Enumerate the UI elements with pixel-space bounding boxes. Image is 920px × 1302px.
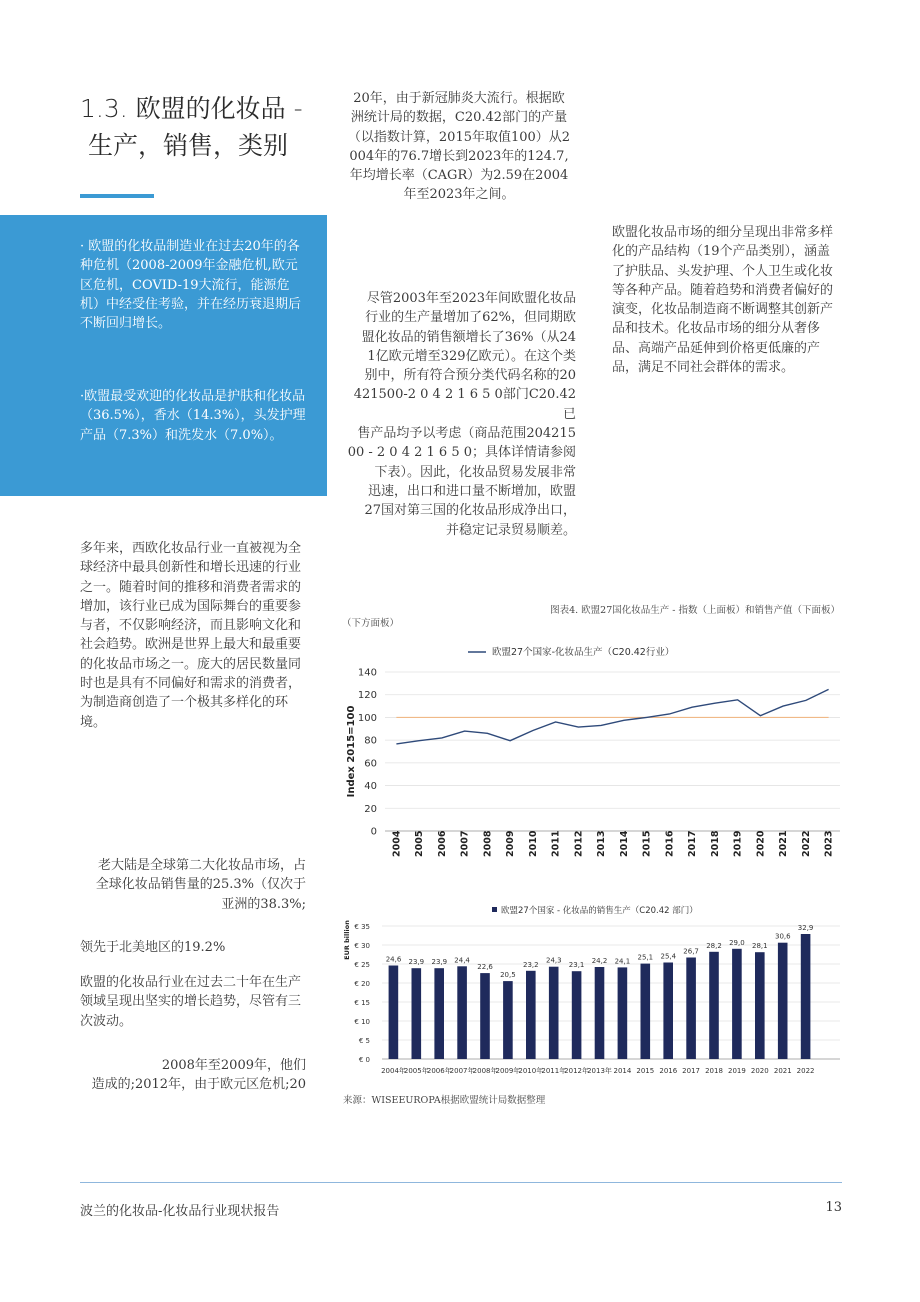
- middle-p2-line: 27国对第三国的化妆品形成净出口，: [364, 503, 576, 519]
- bar: [480, 973, 490, 1059]
- bar-value-label: 24,1: [614, 957, 631, 966]
- x-tick-label: 2020: [755, 830, 767, 857]
- x-tick-label: 2023: [823, 830, 835, 857]
- middle-p2-line: 下表）。因此，化妆品贸易发展非常: [374, 464, 576, 480]
- x-tick-label: 2016: [659, 1067, 678, 1075]
- highlight-point-1: · 欧盟的化妆品制造业在过去20年的各种危机（2008-2009年金融危机,欧元区危机，COVID-19大流行，能源危机）中经受住考验，并在经历衰退期后不断回归增长。: [80, 239, 302, 332]
- x-tick-label: 2018: [709, 830, 721, 857]
- figure-source: 来源：WISEEUROPA根据欧盟统计局数据整理: [343, 1095, 546, 1106]
- x-tick-label: 2008: [482, 830, 494, 857]
- y-tick-label: 0: [370, 826, 377, 838]
- x-tick-label: 2015: [636, 1067, 655, 1075]
- y-tick-label: 120: [357, 690, 377, 702]
- section-title-line2: 生产，销售，类别: [88, 131, 289, 160]
- bar: [434, 968, 444, 1059]
- x-tick-label: 2017: [682, 1067, 701, 1075]
- y-tick-label: € 35: [354, 923, 370, 931]
- x-tick-label: 2017: [687, 830, 699, 857]
- left-paragraph-5-line1: 2008年至2009年，他们: [161, 1058, 306, 1073]
- bar-value-label: 23,1: [568, 961, 585, 970]
- bar: [389, 966, 399, 1060]
- left-paragraph-5-line2: 造成的;2012年，由于欧元区危机;20: [91, 1077, 306, 1093]
- middle-p2-line: 尽管2003年至2023年间欧盟化妆品: [366, 291, 576, 306]
- middle-p2-line: 1亿欧元增至329亿欧元）。在这个类: [367, 348, 576, 364]
- bar: [618, 967, 628, 1059]
- middle-p2-line: 421500-2 0 4 2 1 6 5 0部门C20.42已: [353, 387, 576, 422]
- bar: [709, 952, 719, 1059]
- middle-p2-line: 00 - 2 0 4 2 1 6 5 0；具体详情请参阅: [347, 445, 576, 461]
- bar-value-label: 24,6: [385, 955, 402, 964]
- x-tick-label: 2021: [778, 830, 790, 857]
- x-tick-label: 2012年: [564, 1067, 590, 1075]
- x-tick-label: 2018: [705, 1067, 723, 1075]
- left-paragraph-2-line1: 老大陆是全球第二大化妆品市场，占: [97, 858, 306, 873]
- y-tick-label: € 10: [354, 1018, 370, 1026]
- x-tick-label: 2016: [664, 830, 676, 857]
- section-title-line1: 1.3. 欧盟的化妆品 -: [80, 94, 303, 123]
- bar: [572, 971, 582, 1059]
- footer-title: 波兰的化妆品-化妆品行业现状报告: [80, 1204, 280, 1219]
- y-tick-label: 140: [357, 667, 377, 679]
- bar: [412, 968, 422, 1059]
- x-tick-label: 2011: [550, 830, 562, 857]
- middle-p1-line: 洲统计局的数据，C20.42部门的产量: [350, 110, 568, 126]
- x-tick-label: 2022: [796, 1067, 815, 1075]
- bar-value-label: 24,2: [591, 957, 608, 965]
- middle-p1-line: 年均增长率（CAGR）为2.59在2004: [349, 168, 569, 184]
- page-number: 13: [825, 1200, 842, 1215]
- bar: [503, 981, 513, 1059]
- y-axis-label: Index 2015=100: [346, 705, 357, 798]
- bar: [732, 949, 742, 1059]
- middle-p2-line: 盟化妆品的销售额增长了36%（从24: [361, 329, 576, 345]
- x-tick-label: 2006年: [426, 1067, 452, 1075]
- y-tick-label: € 5: [358, 1037, 370, 1045]
- x-tick-label: 2019: [727, 1067, 746, 1075]
- footer-divider: [80, 1182, 842, 1183]
- legend-label: 欧盟27个国家 - 化妆品的销售生产（C20.42 部门）: [501, 906, 698, 916]
- left-paragraph-3: 领先于北美地区的19.2%: [80, 940, 226, 955]
- series-line-production: [396, 689, 828, 744]
- y-tick-label: 100: [357, 712, 377, 724]
- y-tick-label: € 15: [354, 999, 370, 1007]
- y-tick-label: 40: [364, 781, 377, 793]
- highlight-box: [0, 215, 327, 496]
- x-tick-label: 2007年: [449, 1067, 475, 1075]
- y-tick-label: 80: [364, 735, 377, 747]
- bar: [778, 943, 788, 1059]
- section-title: [80, 90, 320, 164]
- x-tick-label: 2012: [573, 830, 585, 857]
- figure-caption: 图表4. 欧盟27国化妆品生产 - 指数（上面板）和销售产值（下面板）: [550, 605, 840, 616]
- bar-value-label: 25,4: [660, 952, 677, 961]
- sales-production-chart: [340, 896, 845, 1080]
- figure-caption-2: （下方面板）: [342, 618, 400, 629]
- bar: [801, 934, 811, 1059]
- bar-value-label: 30,6: [775, 932, 791, 941]
- bar: [595, 967, 605, 1059]
- middle-p1-line: 年至2023年之间。: [403, 187, 515, 203]
- x-tick-label: 2010年: [518, 1067, 544, 1075]
- x-tick-label: 2004: [391, 830, 403, 857]
- title-underline: [80, 194, 154, 198]
- middle-p2-line: 售产品均予以考虑（商品范围204215: [357, 426, 576, 442]
- x-tick-label: 2022: [800, 830, 812, 857]
- bar: [686, 958, 696, 1060]
- left-paragraph-2-line3: 亚洲的38.3%;: [221, 896, 306, 912]
- y-tick-label: € 20: [354, 980, 370, 988]
- legend-bar-swatch: [492, 907, 497, 912]
- bar: [755, 952, 765, 1059]
- x-tick-label: 2014: [618, 830, 630, 857]
- bar-value-label: 25,1: [637, 953, 654, 962]
- middle-p2-line: 迅速，出口和进口量不断增加，欧盟: [367, 483, 576, 499]
- left-paragraph-2: [80, 856, 306, 914]
- middle-p2-line: 并稳定记录贸易顺差。: [445, 522, 576, 538]
- y-tick-label: 20: [364, 803, 377, 815]
- x-tick-label: 2013: [596, 830, 608, 857]
- y-tick-label: € 30: [354, 942, 370, 950]
- bar-value-label: 28,2: [706, 941, 722, 950]
- left-paragraph-4: 欧盟的化妆品行业在过去二十年在生产领域呈现出坚实的增长趋势，尽管有三次波动。: [80, 975, 302, 1029]
- x-tick-label: 2009: [505, 830, 517, 857]
- x-tick-label: 2013年: [587, 1067, 612, 1075]
- y-tick-label: € 0: [358, 1056, 370, 1064]
- x-tick-label: 2011年: [541, 1067, 567, 1075]
- x-tick-label: 2009年: [495, 1067, 521, 1075]
- y-axis-label: EUR billion: [343, 920, 351, 960]
- bar-value-label: 28,1: [752, 942, 768, 951]
- middle-p2-line: 行业的生产量增加了62%，但同期欧: [365, 310, 576, 326]
- bar: [457, 966, 467, 1059]
- middle-paragraph-1: [342, 89, 576, 205]
- bar-value-label: 20,5: [500, 971, 516, 980]
- x-tick-label: 2014: [613, 1067, 632, 1075]
- bar-value-label: 22,6: [477, 963, 493, 972]
- x-tick-label: 2007: [459, 830, 471, 857]
- highlight-point-2: ·欧盟最受欢迎的化妆品是护肤和化妆品（36.5%），香水（14.3%），头发护理产品（7.3%）和洗发水（7.0%）。: [80, 389, 306, 443]
- left-paragraph-1: 多年来，西欧化妆品行业一直被视为全球经济中最具创新性和增长迅速的行业之一。随着时间的推移和消费者需求的增加，该行业已成为国际舞台的重要参与者，不仅影响经济，而且影响文化和社会趋势。欧洲是世界上最大和最重要的化妆品市场之一。庞大的居民数量同时也是具有不同偏好和需求的消费者，为制造商创造了一个极其多样化的环境。: [80, 541, 302, 730]
- bar: [663, 963, 673, 1060]
- legend-label: 欧盟27个国家-化妆品生产（C20.42行业）: [492, 647, 675, 658]
- x-tick-label: 2004年: [381, 1067, 406, 1075]
- bar: [549, 967, 559, 1059]
- middle-paragraph-2: [342, 289, 576, 540]
- middle-p1-line: 20年，由于新冠肺炎大流行。根据欧: [353, 91, 565, 106]
- bar-value-label: 24,3: [546, 956, 562, 965]
- x-tick-label: 2019: [732, 830, 744, 857]
- y-tick-label: € 25: [354, 961, 370, 969]
- bar-value-label: 29,0: [729, 938, 745, 947]
- x-tick-label: 2006: [436, 830, 448, 857]
- bar-value-label: 32,9: [797, 924, 814, 932]
- bar-value-label: 24,4: [454, 956, 470, 965]
- middle-p2-line: 别中，所有符合预分类代码名称的20: [364, 368, 576, 384]
- production-index-chart: [340, 636, 845, 868]
- bar: [526, 971, 536, 1059]
- bar-value-label: 26,7: [683, 947, 699, 956]
- left-paragraph-2-line2: 全球化妆品销售量的25.3%（仅次于: [95, 877, 306, 893]
- y-tick-label: 60: [364, 758, 377, 770]
- bar-value-label: 23,9: [408, 958, 425, 967]
- x-tick-label: 2015: [641, 830, 653, 857]
- middle-p1-line: 004年的76.7增长到2023年的124.7,: [349, 148, 569, 164]
- x-tick-label: 2020: [750, 1067, 769, 1075]
- x-tick-label: 2010: [527, 830, 539, 857]
- bar: [641, 964, 651, 1059]
- middle-p1-line: （以指数计算，2015年取值100）从2: [347, 129, 571, 145]
- x-tick-label: 2021: [773, 1067, 792, 1075]
- bar-value-label: 23,2: [523, 960, 539, 969]
- x-tick-label: 2008年: [472, 1067, 498, 1075]
- right-paragraph-1: 欧盟化妆品市场的细分呈现出非常多样化的产品结构（19个产品类别），涵盖了护肤品、头发护理、个人卫生或化妆等各种产品。随着趋势和消费者偏好的演变，化妆品制造商不断调整其创新产品和技术。化妆品市场的细分从奢侈品、高端产品延伸到价格更低廉的产品，满足不同社会群体的需求。: [612, 225, 834, 376]
- left-paragraph-5: [80, 1056, 306, 1095]
- x-tick-label: 2005年: [403, 1067, 429, 1075]
- bar-value-label: 23,9: [431, 958, 448, 967]
- x-tick-label: 2005: [414, 830, 426, 857]
